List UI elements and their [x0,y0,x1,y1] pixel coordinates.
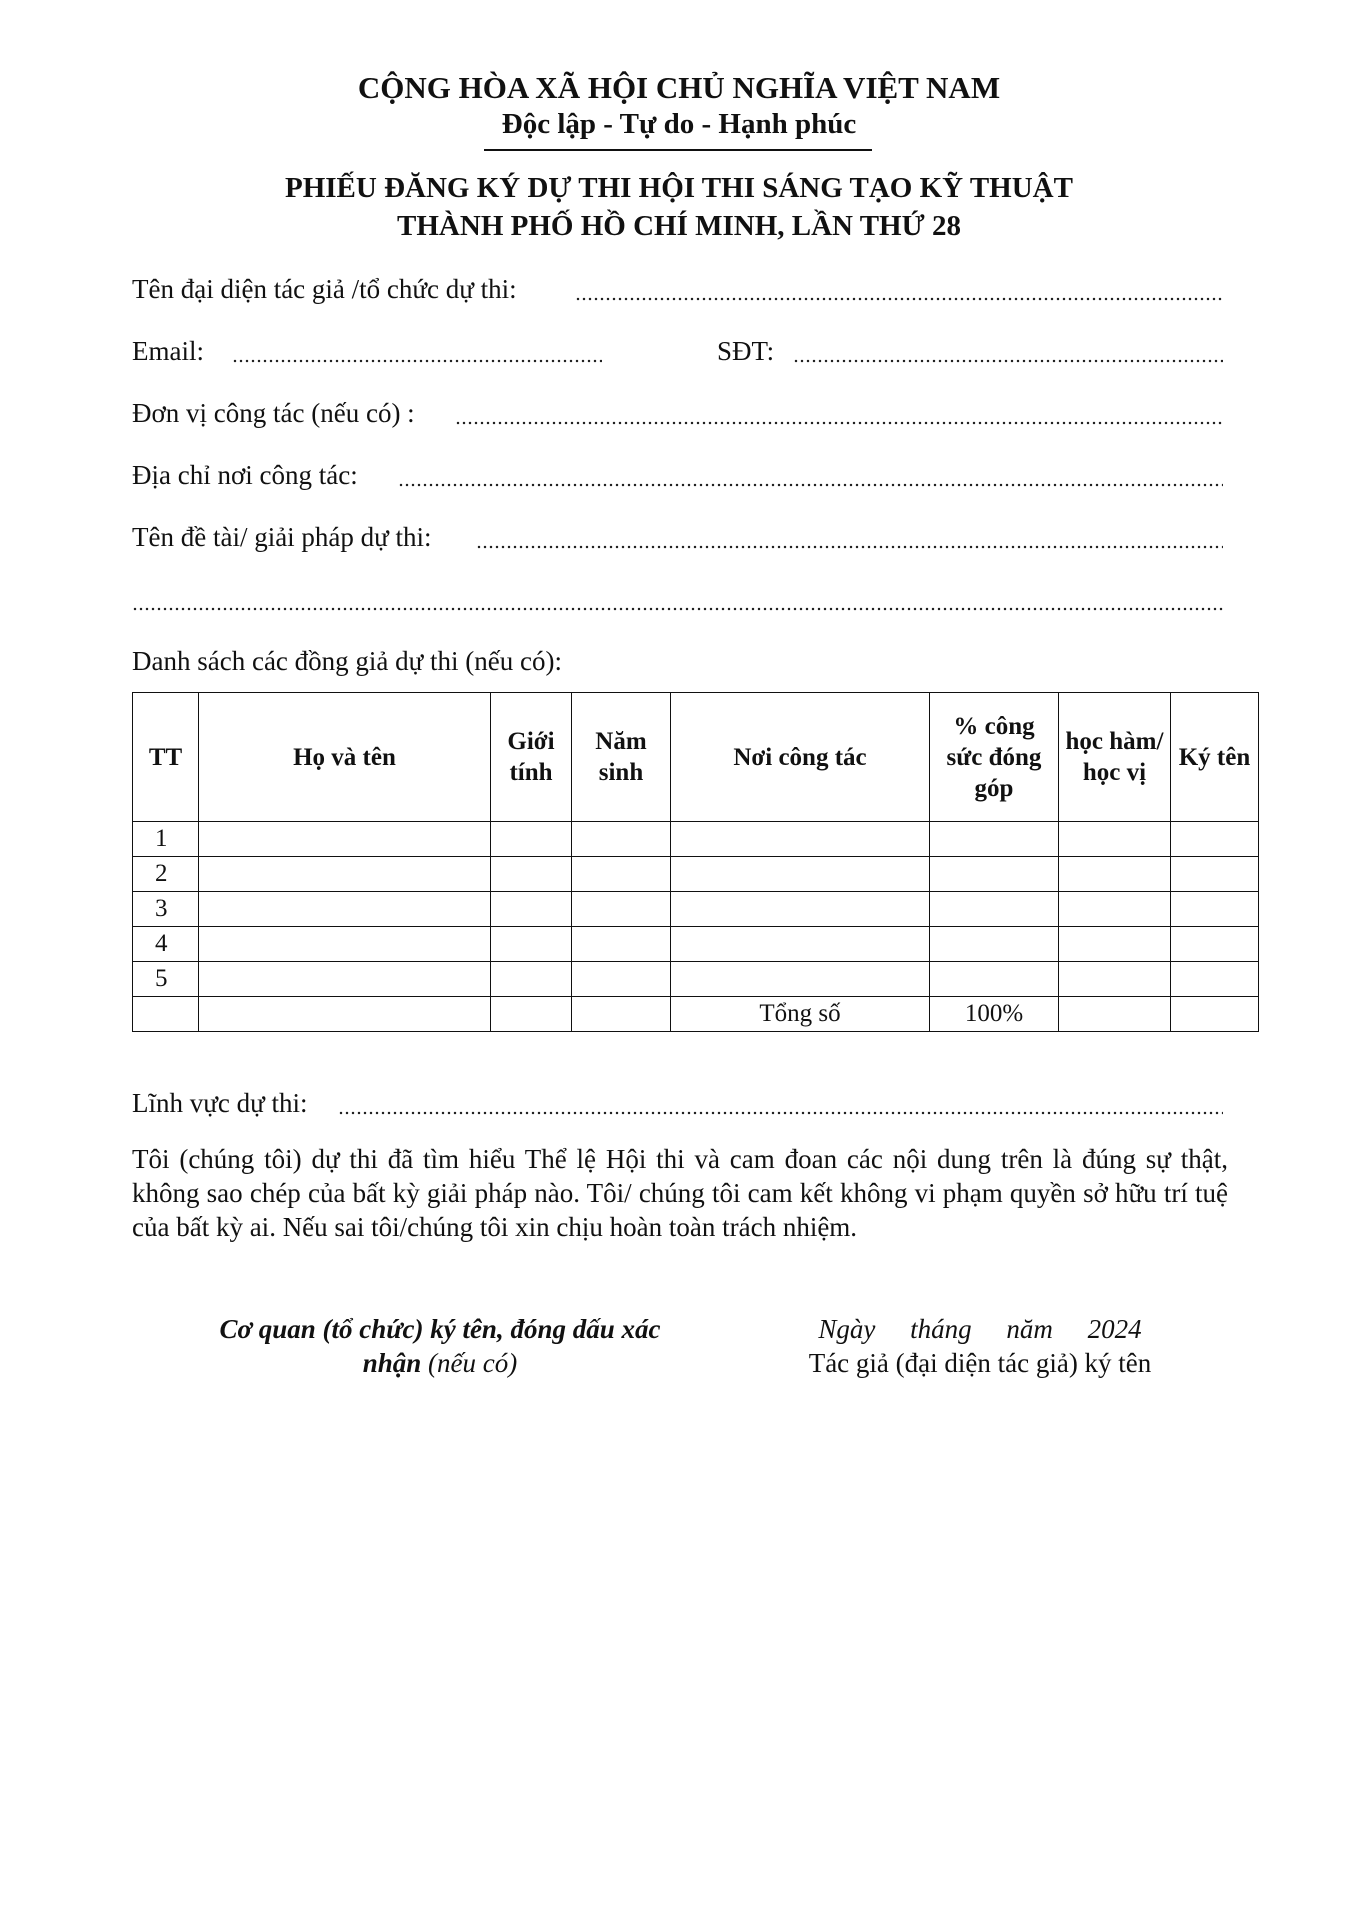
cell-signature[interactable] [1171,927,1259,962]
cell-degree[interactable] [1059,927,1171,962]
row-number: 5 [133,962,199,997]
total-value: 100% [930,997,1059,1032]
cell-name[interactable] [199,857,491,892]
header-birth-year: Năm sinh [572,693,671,822]
cell-empty [133,997,199,1032]
project-fill-line[interactable] [476,545,1223,549]
field-label: Lĩnh vực dự thi: [132,1088,308,1118]
email-fill-line[interactable] [232,359,602,363]
table-row [133,857,1259,892]
cell-degree[interactable] [1059,822,1171,857]
cell-empty [1059,997,1171,1032]
cell-contribution[interactable] [930,857,1059,892]
cell-empty [199,997,491,1032]
declaration-paragraph: Tôi (chúng tôi) dự thi đã tìm hiểu Thể lệ Hội thi và cam đoan các nội dung trên là đúng sự thật, không sao chép của bất kỳ giải pháp nào. Tôi/ chúng tôi cam kết không vi phạm quyền sở hữu trí tuệ của bất kỳ ai. Nếu sai tôi/chúng tôi xin chịu hoàn toàn trách nhiệm. [132,1144,1228,1242]
cell-workplace[interactable] [671,857,930,892]
cell-name[interactable] [199,962,491,997]
cell-signature[interactable] [1171,962,1259,997]
cell-signature[interactable] [1171,892,1259,927]
organization-signature-block [170,1312,710,1380]
cell-gender[interactable] [491,927,572,962]
table-header-row [133,693,1259,822]
coauthors-label: Danh sách các đồng giả dự thi (nếu có): [132,646,562,676]
cell-gender[interactable] [491,857,572,892]
cell-name[interactable] [199,927,491,962]
workplace-label: Đơn vị công tác (nếu có) : [132,398,415,428]
cell-signature[interactable] [1171,822,1259,857]
project-label: Tên đề tài/ giải pháp dự thi: [132,522,432,552]
cell-workplace[interactable] [671,892,930,927]
national-title: CỘNG HÒA XÃ HỘI CHỦ NGHĨA VIỆT NAM [357,70,1001,105]
header-contribution: % công sức đóng góp [930,693,1059,822]
cell-birth-year[interactable] [572,927,671,962]
org-signature-line2-bold: nhận [362,1348,422,1378]
header-workplace: Nơi công tác [671,693,930,822]
cell-gender[interactable] [491,892,572,927]
table-row [133,822,1259,857]
cell-empty [572,997,671,1032]
author-signature-block [760,1312,1200,1380]
form-title-line1: PHIẾU ĐĂNG KÝ DỰ THI HỘI THI SÁNG TẠO KỸ THUẬT [285,172,1073,204]
cell-name[interactable] [199,892,491,927]
header-degree: học hàm/ học vị [1059,693,1171,822]
form-title-line2: THÀNH PHỐ HỒ CHÍ MINH, LẦN THỨ 28 [397,210,961,242]
cell-workplace[interactable] [671,822,930,857]
row-number: 2 [133,857,199,892]
table-total-row [133,997,1259,1032]
phone-label: SĐT: [717,336,775,366]
address-label: Địa chỉ nơi công tác: [132,460,358,490]
cell-contribution[interactable] [930,962,1059,997]
cell-birth-year[interactable] [572,962,671,997]
representative-fill-line[interactable] [575,297,1223,301]
table-row [133,962,1259,997]
table-row [133,892,1259,927]
row-number: 4 [133,927,199,962]
org-signature-line1: Cơ quan (tổ chức) ký tên, đóng dấu xác [219,1314,661,1344]
org-signature-line2-rest: (nếu có) [421,1348,518,1378]
cell-contribution[interactable] [930,822,1059,857]
date-line: Ngày tháng năm 2024 [818,1314,1142,1344]
cell-empty [491,997,572,1032]
cell-gender[interactable] [491,962,572,997]
phone-fill-line[interactable] [793,359,1223,363]
email-label: Email: [132,336,204,366]
header-name: Họ và tên [199,693,491,822]
cell-degree[interactable] [1059,892,1171,927]
header-gender: Giới tính [491,693,572,822]
cell-workplace[interactable] [671,927,930,962]
cell-contribution[interactable] [930,892,1059,927]
cell-signature[interactable] [1171,857,1259,892]
workplace-fill-line[interactable] [455,421,1223,425]
author-signature-line: Tác giả (đại diện tác giả) ký tên [808,1348,1152,1378]
cell-birth-year[interactable] [572,857,671,892]
table-row [133,927,1259,962]
national-motto: Độc lập - Tự do - Hạnh phúc [501,108,857,140]
field-fill-line[interactable] [338,1111,1223,1115]
row-number: 3 [133,892,199,927]
cell-gender[interactable] [491,822,572,857]
total-label: Tổng số [671,997,930,1032]
project-fill-line-2[interactable] [132,607,1223,611]
representative-label: Tên đại diện tác giả /tổ chức dự thi: [132,274,517,304]
header-signature: Ký tên [1171,693,1259,822]
cell-workplace[interactable] [671,962,930,997]
cell-contribution[interactable] [930,927,1059,962]
cell-name[interactable] [199,822,491,857]
cell-degree[interactable] [1059,857,1171,892]
header-tt: TT [133,693,199,822]
cell-degree[interactable] [1059,962,1171,997]
coauthors-table [132,692,1259,1032]
address-fill-line[interactable] [398,483,1223,487]
cell-empty [1171,997,1259,1032]
cell-birth-year[interactable] [572,822,671,857]
row-number: 1 [133,822,199,857]
motto-underline [484,149,872,151]
cell-birth-year[interactable] [572,892,671,927]
